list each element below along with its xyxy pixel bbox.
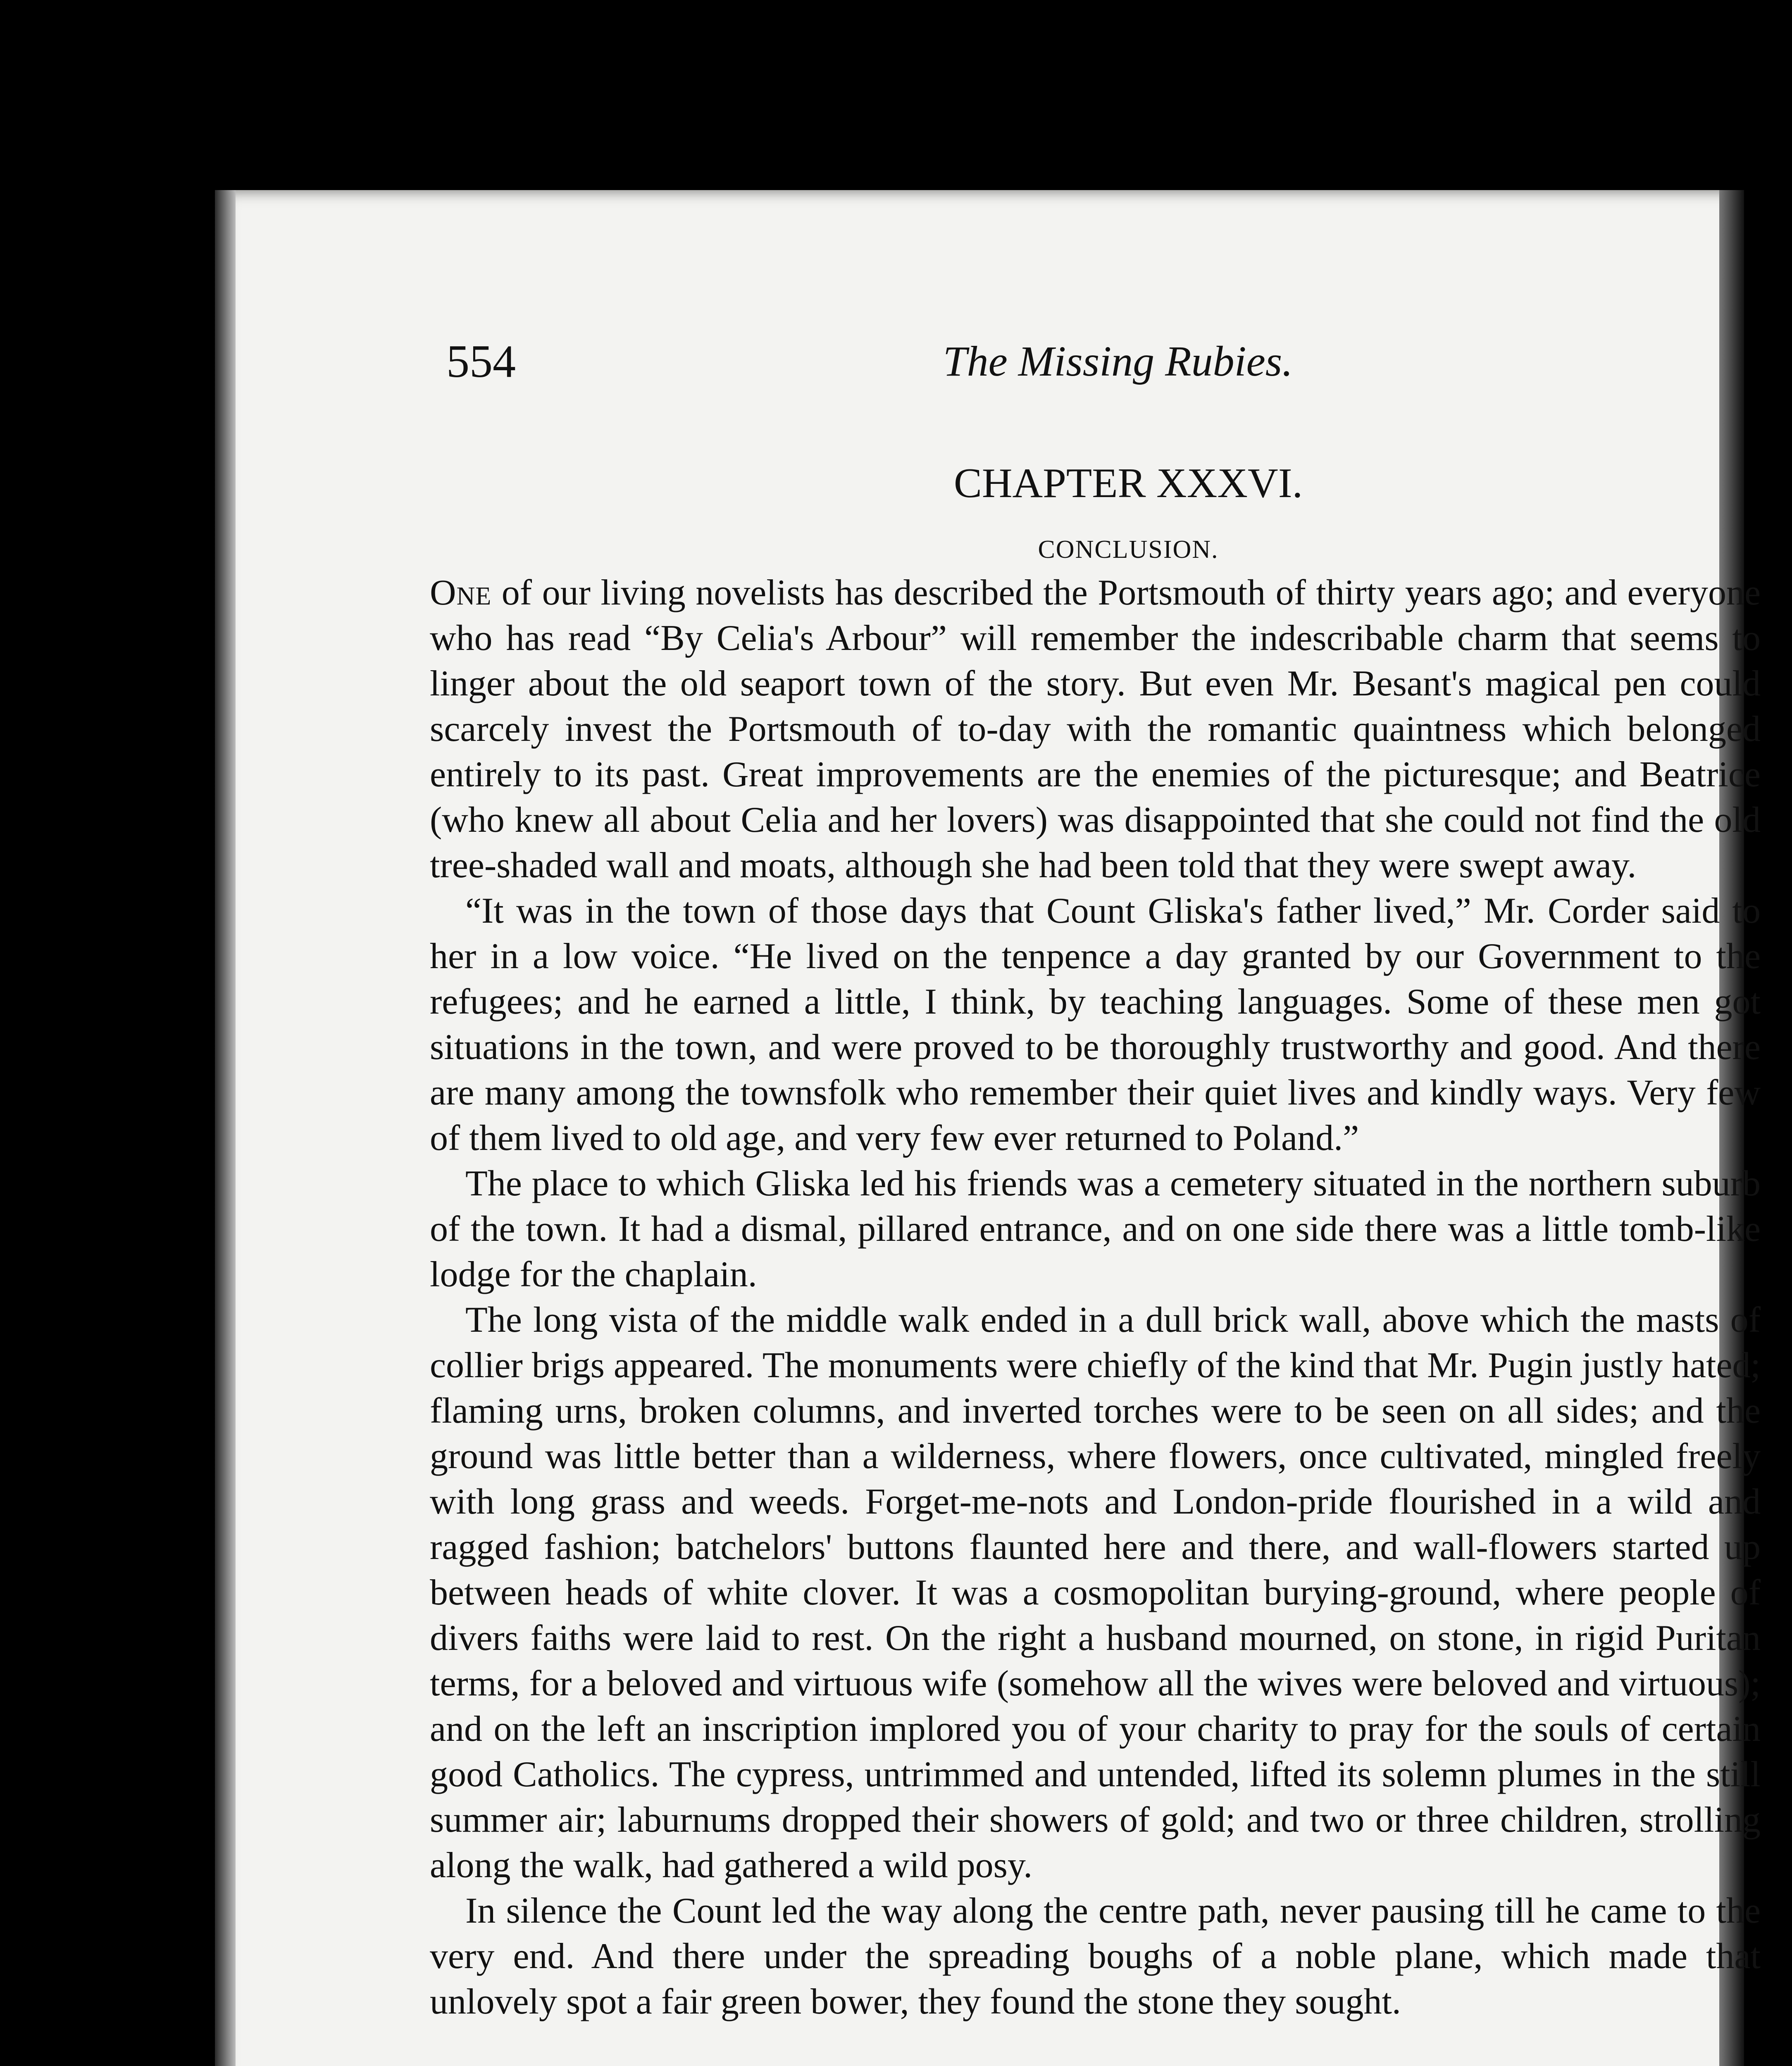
paragraph-2: “It was in the town of those days that Count Gliska's father lived,” Mr. Corder said to her in a low voice. “He lived on the tenpence a day granted by our Government to the refugees; and he earned a little, I think, by teaching languages. Some of these men got situations in the town, and were proved to be thoroughly trustworthy and good. And there are many among the townsfolk who remember their quiet lives and kindly ways. Very few of them lived to old age, and very few ever returned to Poland.” xyxy=(430,891,1761,1158)
chapter-body xyxy=(430,570,1761,2025)
page-gutter-shadow xyxy=(215,190,236,2066)
paragraph-1-lead-word: One xyxy=(430,573,492,613)
book-page xyxy=(215,190,1761,2066)
paragraph-5: In silence the Count led the way along the centre path, never pausing till he came to the very end. And there under the spreading boughs of a noble plane, which made that unlovely spot a fair green bower, they found the stone they sought. xyxy=(430,1891,1761,2022)
paragraph-1 xyxy=(430,570,1761,888)
running-title: The Missing Rubies. xyxy=(943,338,1293,385)
running-header xyxy=(446,326,1562,397)
chapter-subtitle: CONCLUSION. xyxy=(1038,536,1219,564)
page-number: 554 xyxy=(446,336,516,387)
chapter-title: CHAPTER XXXVI. xyxy=(953,460,1303,507)
paragraph-3: The place to which Gliska led his friends was a cemetery situated in the northern suburb of the town. It had a dismal, pillared entrance, and on one side there was a little tomb-like lodge for the chaplain. xyxy=(430,1164,1761,1295)
paragraph-4: The long vista of the middle walk ended in a dull brick wall, above which the masts of collier brigs appeared. The monuments were chiefly of the kind that Mr. Pugin justly hated; flaming urns, broken columns, and inverted torches were to be seen on all sides; and the ground was little better than a wilderness, where flowers, once cultivated, mingled freely with long grass and weeds. Forget-me-nots and London-pride flourished in a wild and ragged fashion; batchelors' buttons flaunted here and there, and wall-flowers started up between heads of white clover. It was a cosmopolitan burying-ground, where people of divers faiths were laid to rest. On the right a husband mourned, on stone, in rigid Puritan terms, for a beloved and virtuous wife (somehow all the wives were beloved and virtuous); and on the left an inscription implored you of your charity to pray for the souls of certain good Catholics. The cypress, untrimmed and untended, lifted its solemn plumes in the still summer air; laburnums dropped their showers of gold; and two or three children, strolling along the walk, had gathered a wild posy. xyxy=(430,1300,1761,1885)
paragraph-1-text: of our living novelists has described the Portsmouth of thirty years ago; and everyone who has read “By Celia's Arbour” will remember the indescribable charm that seems to linger about the old seaport town of the story. But even Mr. Besant's magical pen could scarcely invest the Portsmouth of to-day with the romantic quaintness which belonged entirely to its past. Great improvements are the enemies of the picturesque; and Beatrice (who knew all about Celia and her lovers) was disappointed that she could not find the old tree-shaded wall and moats, although she had been told that they were swept away. xyxy=(430,573,1761,885)
